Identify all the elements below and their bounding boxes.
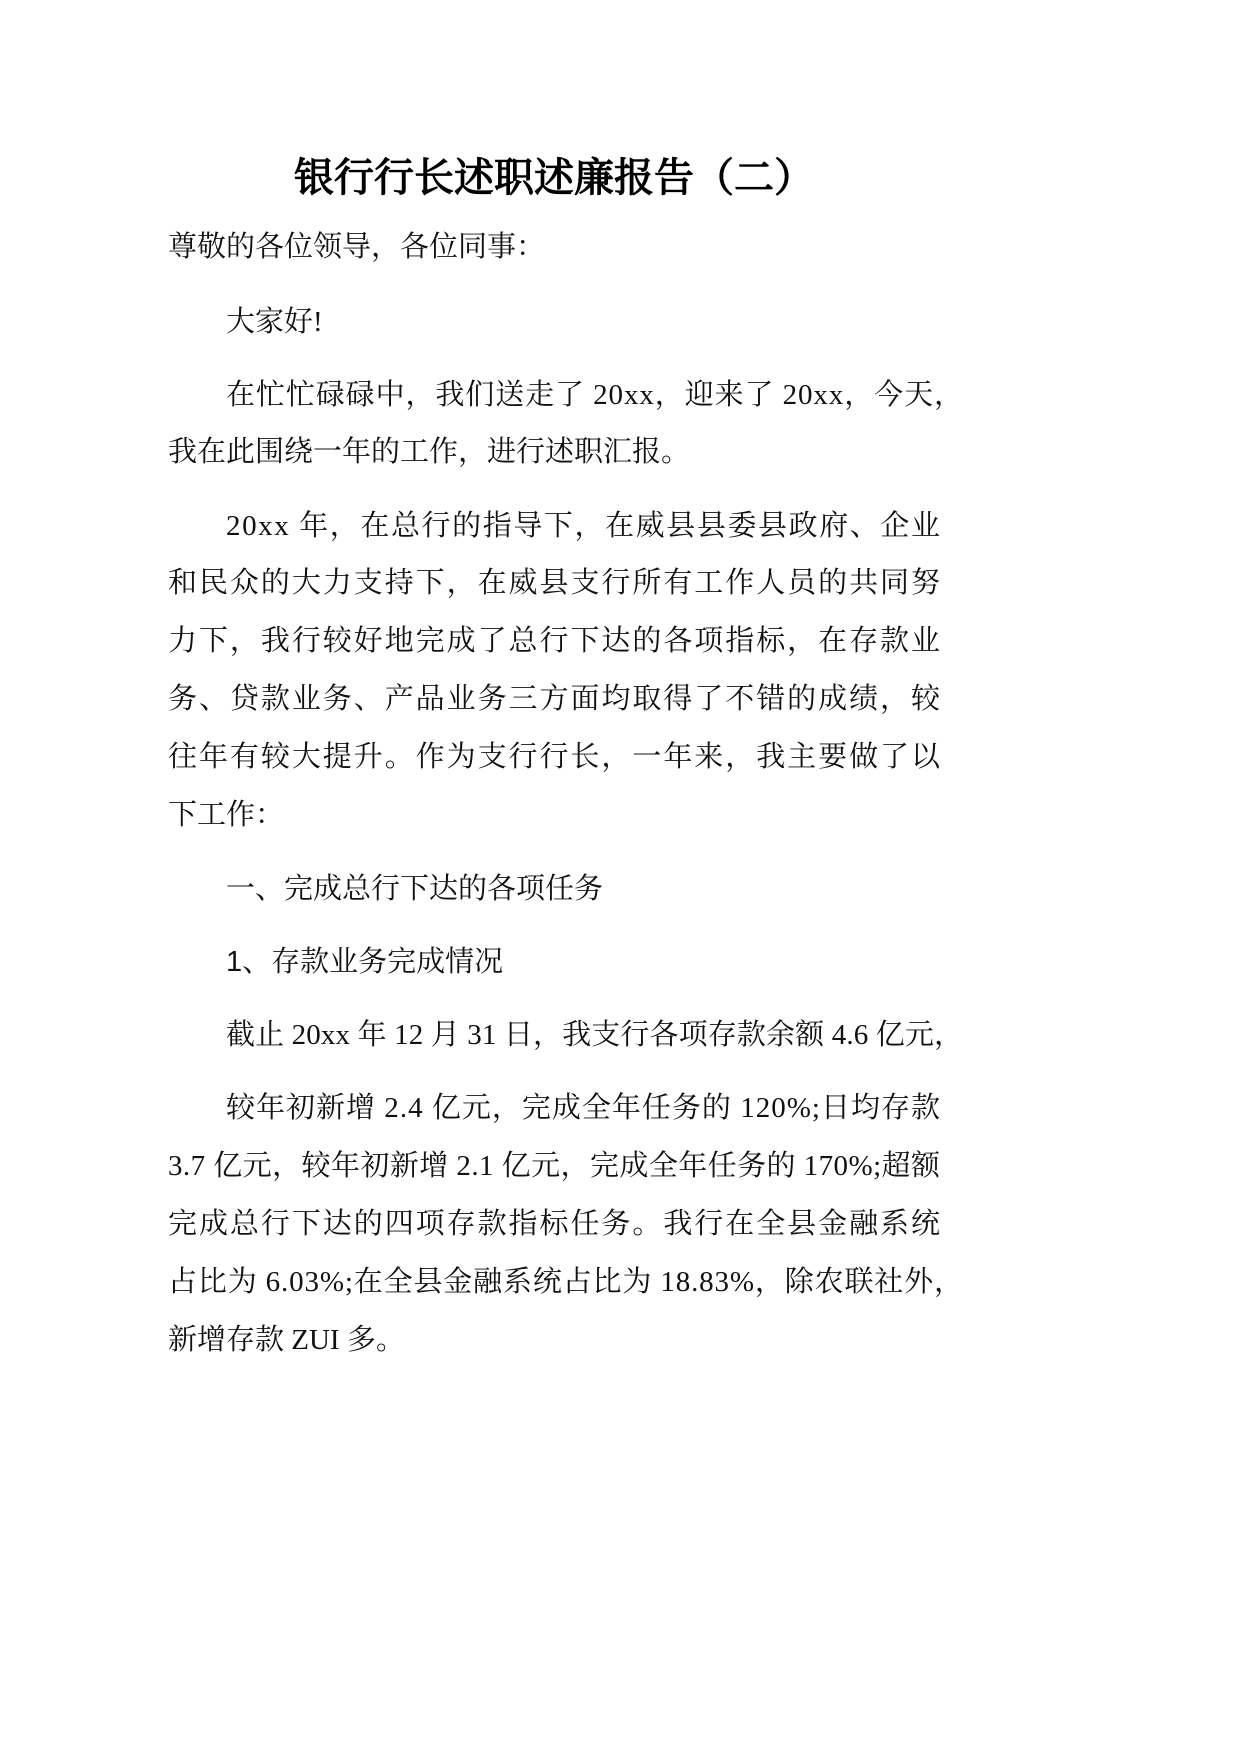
paragraph-line: 20xx 年，在总行的指导下，在威县县委县政府、企业 [226,510,942,542]
subsection-heading-text: 1、存款业务完成情况 [226,946,504,978]
paragraph-line: 3.7 亿元，较年初新增 2.1 亿元，完成全年任务的 170%;超额 [168,1150,941,1182]
paragraph-line: 我在此围绕一年的工作，进行述职汇报。 [168,436,691,468]
paragraph-line: 往年有较大提升。作为支行行长，一年来，我主要做了以 [168,741,942,773]
paragraph-line: 截止 20xx 年 12 月 31 日，我支行各项存款余额 4.6 亿元， [226,1019,964,1051]
document-title: 银行行长述职述廉报告（二） [294,156,814,200]
paragraph-line: 完成总行下达的四项存款指标任务。我行在全县金融系统 [168,1208,942,1240]
paragraph-line: 和民众的大力支持下，在威县支行所有工作人员的共同努 [168,567,942,599]
paragraph-line: 较年初新增 2.4 亿元，完成全年任务的 120%;日均存款 [226,1092,942,1124]
paragraph-line: 新增存款 ZUI 多。 [168,1324,405,1356]
salutation-line: 尊敬的各位领导，各位同事： [168,231,546,263]
section-heading-text: 一、完成总行下达的各项任务 [226,873,604,905]
paragraph-line: 在忙忙碌碌中，我们送走了 20xx，迎来了 20xx，今天， [226,379,964,411]
paragraph-line: 务、贷款业务、产品业务三方面均取得了不错的成绩，较 [168,683,942,715]
paragraph-line: 力下，我行较好地完成了总行下达的各项指标，在存款业 [168,625,942,657]
paragraph-line: 占比为 6.03%;在全县金融系统占比为 18.83%，除农联社外， [168,1266,964,1298]
greeting-line: 大家好! [226,306,323,338]
paragraph-line: 下工作： [168,799,285,831]
